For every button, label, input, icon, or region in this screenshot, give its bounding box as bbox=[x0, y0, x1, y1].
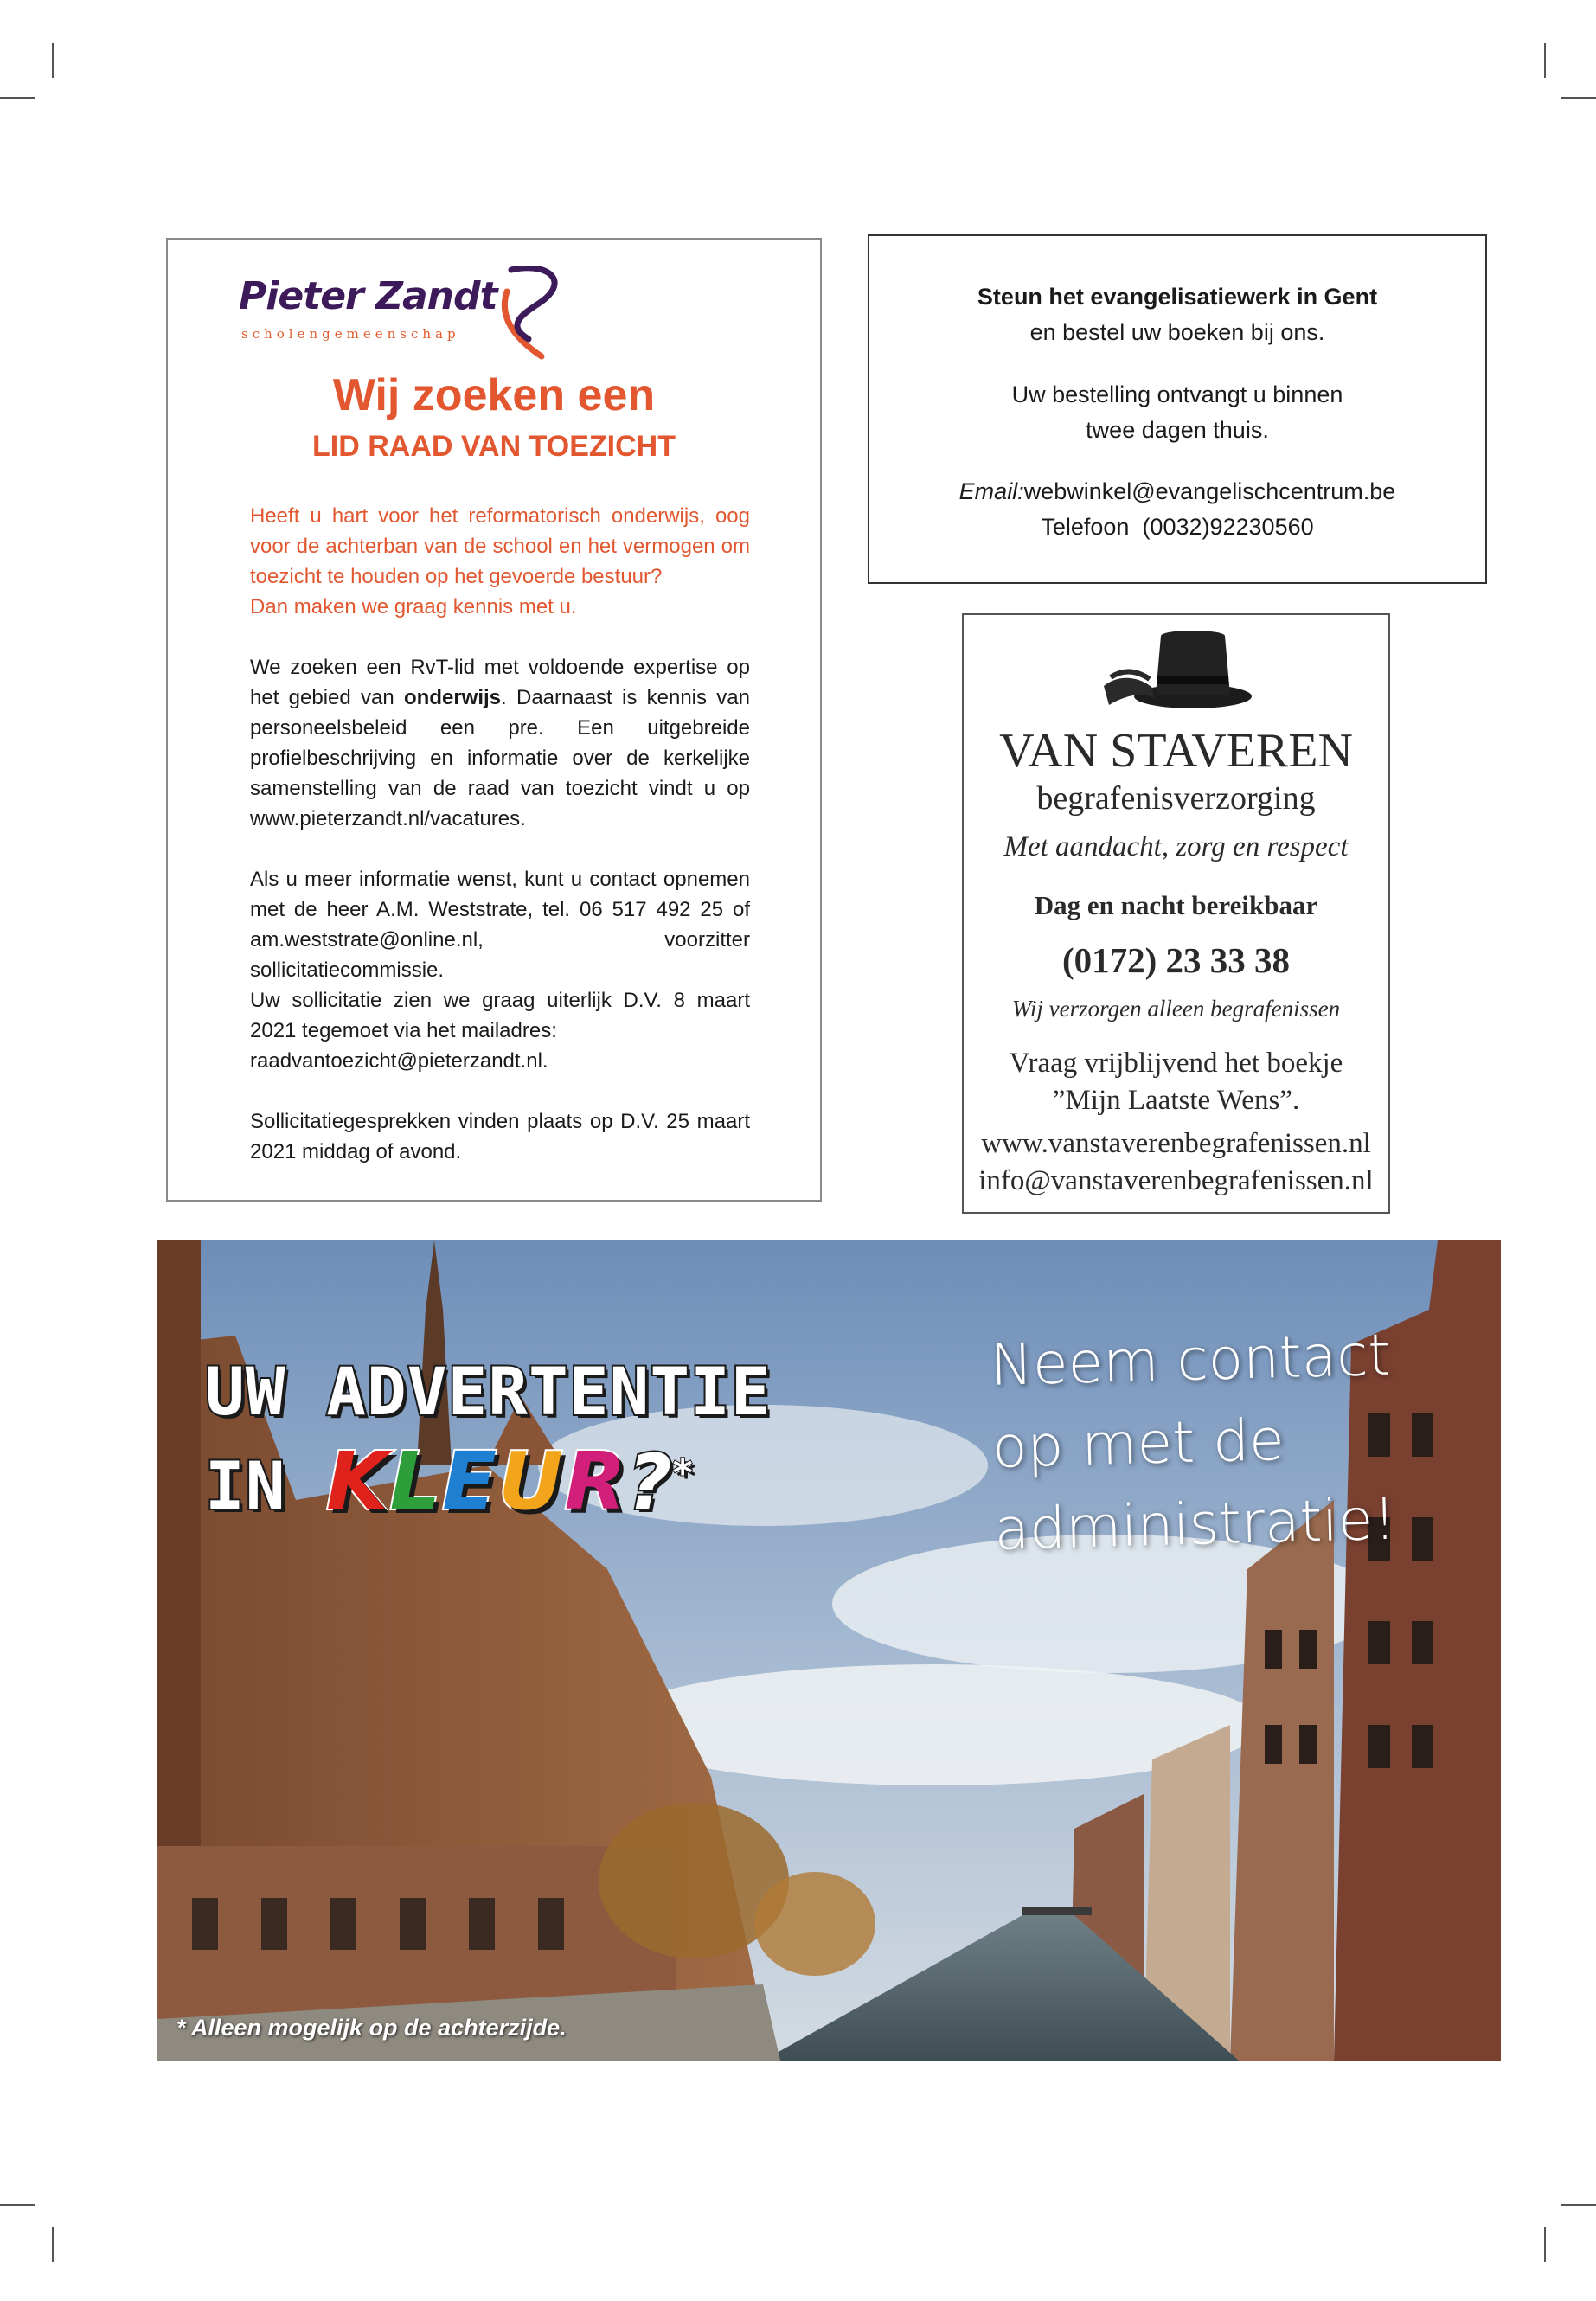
ev-email: webwinkel@evangelischcentrum.be bbox=[1023, 478, 1396, 504]
question-mark: ? bbox=[627, 1438, 673, 1527]
expertise-paragraph bbox=[250, 652, 750, 834]
logo-subtitle: scholengemeenschap bbox=[241, 326, 460, 342]
expertise-bold: onderwijs bbox=[404, 686, 502, 709]
vs-email: info@vanstaverenbegrafenissen.nl bbox=[978, 1165, 1374, 1196]
interview-paragraph: Sollicitatiegesprekken vinden plaats op D.V. 25 maart 2021 middag of avond. bbox=[250, 1110, 750, 1163]
ad-subheading: LID RAAD VAN TOEZICHT bbox=[312, 430, 676, 463]
ev-email-label: Email: bbox=[958, 478, 1024, 504]
vs-title: VAN STAVEREN bbox=[999, 724, 1353, 778]
vs-subtitle: begrafenisverzorging bbox=[1036, 780, 1316, 817]
crop-mark-top-right-v bbox=[1544, 43, 1546, 78]
crop-mark-bottom-right-v bbox=[1544, 2227, 1546, 2262]
vs-booklet-line-1: Vraag vrijblijvend het boekje bbox=[1009, 1048, 1343, 1079]
intro-line: Dan maken we graag kennis met u. bbox=[250, 595, 577, 619]
kleur-letter: R bbox=[564, 1435, 628, 1528]
ev-phone: Telefoon (0032)92230560 bbox=[1041, 514, 1314, 540]
kleur-letter: L bbox=[389, 1435, 443, 1528]
contact-paragraph bbox=[250, 864, 750, 1076]
crop-mark-top-left-v bbox=[52, 43, 54, 78]
crop-mark-top-right-h bbox=[1561, 97, 1596, 99]
ev-line-1: Steun het evangelisatiewerk in Gent bbox=[977, 284, 1378, 310]
contact-line: administratie! bbox=[993, 1485, 1397, 1563]
ev-line-2: en bestel uw boeken bij ons. bbox=[1029, 319, 1325, 345]
crop-mark-bottom-left-v bbox=[52, 2227, 54, 2262]
top-hat-icon bbox=[1102, 625, 1253, 716]
crop-mark-top-left-h bbox=[0, 97, 35, 99]
contact-text bbox=[989, 1312, 1445, 1571]
color-ad bbox=[157, 1240, 1501, 2061]
ev-line-4: twee dagen thuis. bbox=[1086, 417, 1269, 443]
headline-in: IN bbox=[205, 1447, 327, 1524]
vs-website: www.vanstaverenbegrafenissen.nl bbox=[981, 1128, 1371, 1159]
ad-body bbox=[250, 501, 750, 1197]
intro-paragraph bbox=[250, 501, 750, 622]
ev-line-3: Uw bestelling ontvangt u binnen bbox=[1011, 381, 1343, 407]
ev-block-1 bbox=[869, 279, 1485, 350]
ev-block-3 bbox=[869, 474, 1485, 545]
crop-mark-bottom-left-h bbox=[0, 2204, 35, 2206]
contact-line: raadvantoezicht@pieterzandt.nl. bbox=[250, 1049, 548, 1073]
headline-line-2 bbox=[205, 1435, 694, 1528]
asterisk: * bbox=[672, 1451, 694, 1496]
ad-heading: Wij zoeken een bbox=[332, 370, 656, 420]
kleur-letter: U bbox=[498, 1435, 565, 1528]
kleur-letter: E bbox=[442, 1435, 499, 1528]
vs-only-funerals: Wij verzorgen alleen begrafenissen bbox=[1011, 996, 1341, 1022]
vs-motto: Met aandacht, zorg en respect bbox=[1003, 831, 1349, 862]
logo-name: Pieter Zandt bbox=[239, 274, 497, 318]
van-staveren-ad bbox=[962, 613, 1390, 1214]
evangelisatie-ad bbox=[868, 234, 1487, 584]
vs-availability: Dag en nacht bereikbaar bbox=[1034, 890, 1318, 920]
contact-line: op met de bbox=[991, 1406, 1285, 1481]
expertise-text-after: . Daarnaast is kennis van personeelsbeleid een pre. Een uitgebreide profielbeschrijving en informatie over de kerkelijke samenstelling van de raad van toezicht vindt u op www.pieterzandt.nl/vacatures. bbox=[250, 686, 750, 830]
vs-booklet-line-2: ”Mijn Laatste Wens”. bbox=[1052, 1085, 1300, 1116]
ev-email-line bbox=[869, 474, 1485, 510]
contact-line: Uw sollicitatie zien we graag uiterlijk D.V. 8 maart 2021 tegemoet via het mailadres: bbox=[250, 989, 750, 1042]
kleur-letter: K bbox=[326, 1435, 390, 1528]
contact-line: Neem contact bbox=[989, 1321, 1392, 1399]
pieter-zandt-ad bbox=[166, 238, 822, 1202]
pieter-zandt-mark-icon bbox=[490, 266, 567, 361]
pieter-zandt-logo bbox=[239, 266, 567, 361]
headline-line-1: UW ADVERTENTIE bbox=[205, 1353, 772, 1430]
expertise-text: We zoeken een RvT-lid met voldoende expertise op het gebied van bbox=[250, 656, 750, 709]
contact-line: Als u meer informatie wenst, kunt u contact opnemen met de heer A.M. Weststrate, tel. 06 517 492 25 of am.weststrate@online.nl, voorzitter sollicitatiecommissie. bbox=[250, 868, 750, 982]
crop-mark-bottom-right-h bbox=[1561, 2204, 1596, 2206]
vs-phone: (0172) 23 33 38 bbox=[1061, 940, 1291, 980]
footnote: * Alleen mogelijk op de achterzijde. bbox=[176, 2015, 567, 2041]
intro-line: Heeft u hart voor het reformatorisch onderwijs, oog voor de achterban van de school en het vermogen om toezicht te houden op het gevoerde bestuur? bbox=[250, 504, 750, 588]
ev-block-2 bbox=[869, 377, 1485, 448]
